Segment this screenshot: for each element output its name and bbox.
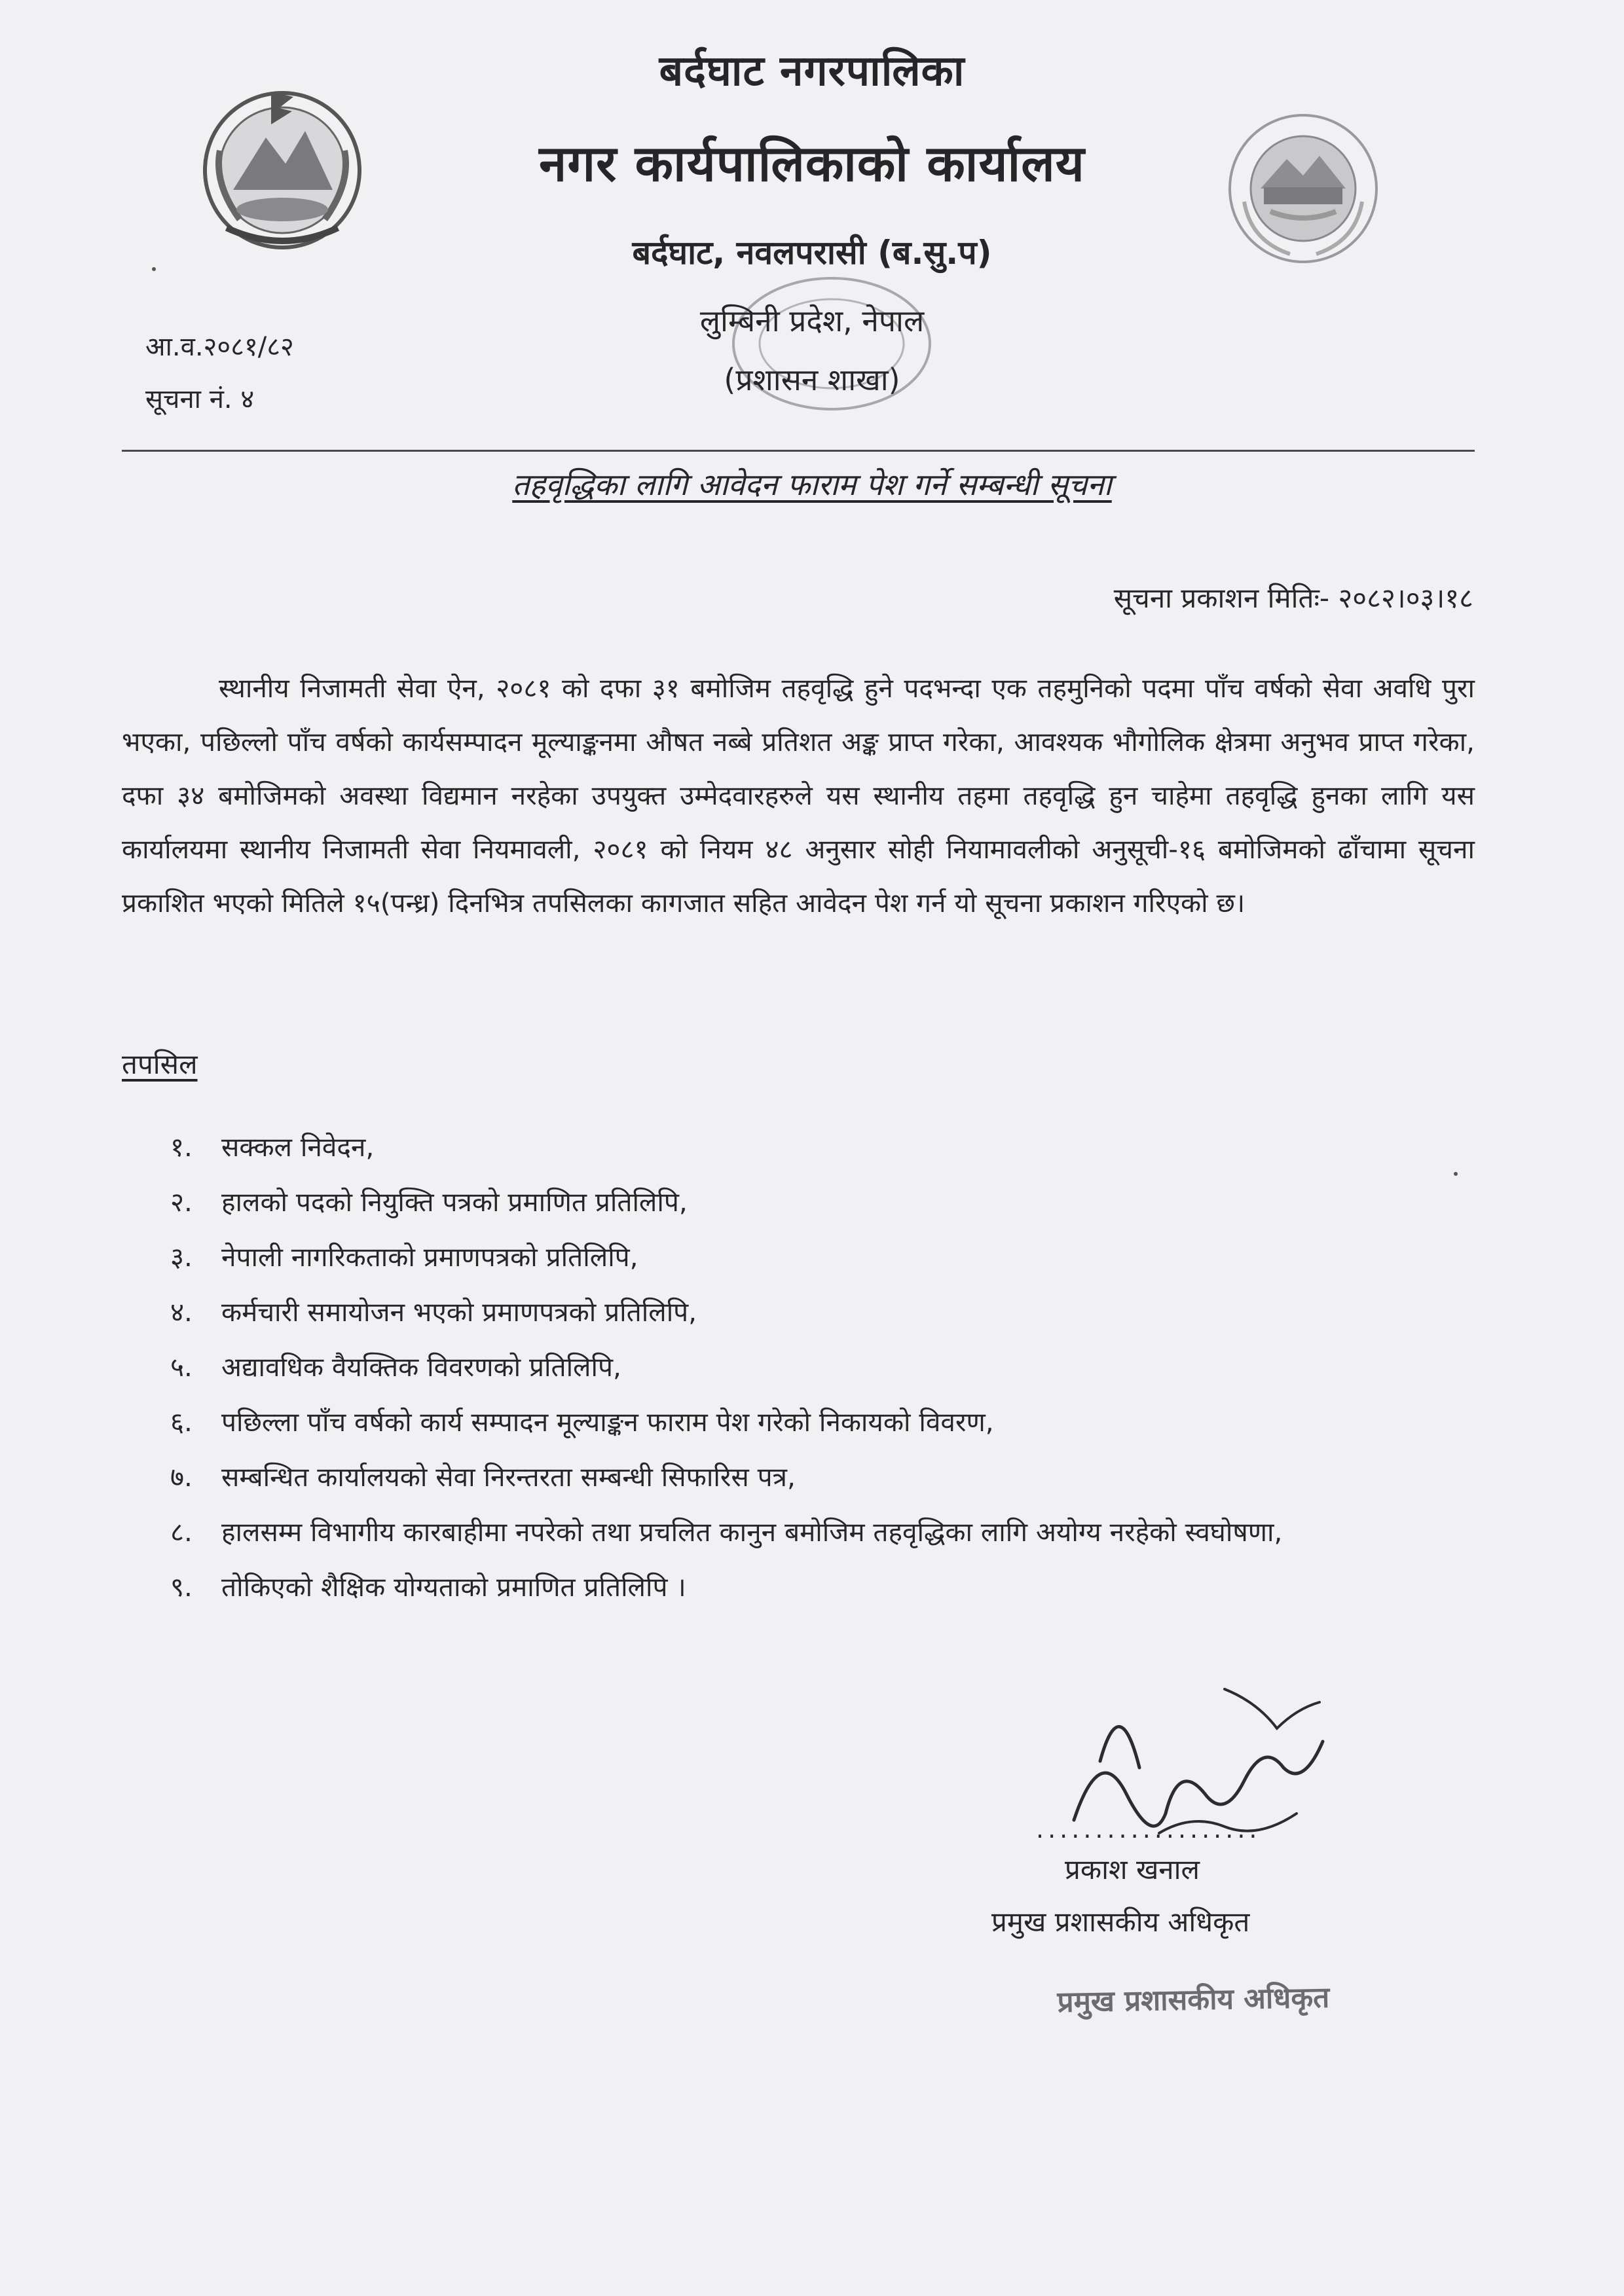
list-item bbox=[170, 1504, 1467, 1559]
notice-number: सूचना नं. ४ bbox=[145, 384, 255, 414]
list-item-number: ९. bbox=[170, 1571, 193, 1603]
list-item-number: ३. bbox=[170, 1241, 193, 1273]
list-item-text: तोकिएको शैक्षिक योग्यताको प्रमाणित प्रतिलिपि । bbox=[221, 1571, 686, 1603]
list-item bbox=[170, 1339, 1467, 1394]
list-item-text: हालसम्म विभागीय कारबाहीमा नपरेको तथा प्रचलित कानुन बमोजिम तहवृद्धिका लागि अयोग्य नरहेको स्वघोषणा, bbox=[221, 1516, 1283, 1548]
office-stamp-icon bbox=[720, 262, 943, 426]
list-item bbox=[170, 1175, 1467, 1230]
notice-subject: तहवृद्धिका लागि आवेदन फाराम पेश गर्ने सम्बन्धी सूचना bbox=[512, 467, 1112, 502]
list-item-number: ४. bbox=[170, 1296, 193, 1328]
municipality-name: बर्दघाट नगरपालिका bbox=[659, 47, 965, 96]
document-checklist bbox=[170, 1120, 1467, 1614]
signer-title: प्रमुख प्रशासकीय अधिकृत bbox=[991, 1906, 1250, 1938]
list-item-number: ७. bbox=[170, 1461, 193, 1493]
list-item bbox=[170, 1449, 1467, 1504]
office-name: नगर कार्यपालिकाको कार्यालय bbox=[539, 134, 1085, 192]
list-item bbox=[170, 1285, 1467, 1339]
list-item bbox=[170, 1394, 1467, 1449]
designation-stamp: प्रमुख प्रशासकीय अधिकृत bbox=[1057, 1980, 1330, 2019]
scan-speck bbox=[152, 267, 156, 271]
list-item bbox=[170, 1559, 1467, 1614]
body-paragraph: स्थानीय निजामती सेवा ऐन, २०८१ को दफा ३१ बमोजिम तहवृद्धि हुने पदभन्दा एक तहमुनिको पदमा पाँच वर्षको सेवा अवधि पुरा भएका, पछिल्लो पाँच वर्षको कार्यसम्पादन मूल्याङ्कनमा औषत नब्बे प्रतिशत अङ्क प्राप्त गरेका, आवश्यक भौगोलिक क्षेत्रमा अनुभव प्राप्त गरेका, दफा ३४ बमोजिमको अवस्था विद्यमान नरहेका उपयुक्त उम्मेदवारहरुले यस स्थानीय तहमा तहवृद्धि हुन चाहेमा तहवृद्धि हुनका लागि यस कार्यालयमा स्थानीय निजामती सेवा नियमावली, २०८१ को नियम ४८ अनुसार सोही नियामावलीको अनुसूची-१६ बमोजिमको ढाँचामा सूचना प्रकाशित भएको मितिले १५(पन्ध्र) दिनभित्र तपसिलका कागजात सहित आवेदन पेश गर्न यो सूचना प्रकाशन गरिएको छ। bbox=[122, 672, 1475, 919]
province-name: लुम्बिनी प्रदेश, नेपाल bbox=[699, 303, 925, 338]
signer-name: प्रकाश खनाल bbox=[1065, 1853, 1200, 1886]
list-item-text: कर्मचारी समायोजन भएको प्रमाणपत्रको प्रतिलिपि, bbox=[221, 1296, 697, 1328]
branch-name: (प्रशासन शाखा) bbox=[724, 362, 900, 397]
list-item-text: पछिल्ला पाँच वर्षको कार्य सम्पादन मूल्याङ्कन फाराम पेश गरेको निकायको विवरण, bbox=[221, 1406, 994, 1438]
publish-date: सूचना प्रकाशन मितिः- २०८२।०३।१८ bbox=[1113, 582, 1473, 614]
list-item-text: सम्बन्धित कार्यालयको सेवा निरन्तरता सम्बन्धी सिफारिस पत्र, bbox=[221, 1461, 796, 1493]
list-item-number: ८. bbox=[170, 1516, 193, 1548]
list-item bbox=[170, 1120, 1467, 1175]
list-item-number: ६. bbox=[170, 1406, 193, 1438]
details-heading: तपसिल bbox=[122, 1048, 198, 1080]
header-divider bbox=[122, 450, 1475, 452]
fiscal-year: आ.व.२०८१/८२ bbox=[145, 332, 294, 362]
office-address: बर्दघाट, नवलपरासी (ब.सु.प) bbox=[632, 234, 992, 272]
list-item-number: १. bbox=[170, 1131, 193, 1163]
list-item-text: सक्कल निवेदन, bbox=[221, 1131, 375, 1163]
list-item-text: हालको पदको नियुक्ति पत्रको प्रमाणित प्रतिलिपि, bbox=[221, 1186, 688, 1218]
list-item-text: अद्यावधिक वैयक्तिक विवरणको प्रतिलिपि, bbox=[221, 1351, 621, 1383]
list-item bbox=[170, 1230, 1467, 1285]
list-item-text: नेपाली नागरिकताको प्रमाणपत्रको प्रतिलिपि, bbox=[221, 1241, 638, 1273]
scan-speck bbox=[1454, 1172, 1458, 1176]
list-item-number: २. bbox=[170, 1186, 193, 1218]
list-item-number: ५. bbox=[170, 1351, 193, 1383]
signature-line: ................... bbox=[1036, 1815, 1261, 1844]
